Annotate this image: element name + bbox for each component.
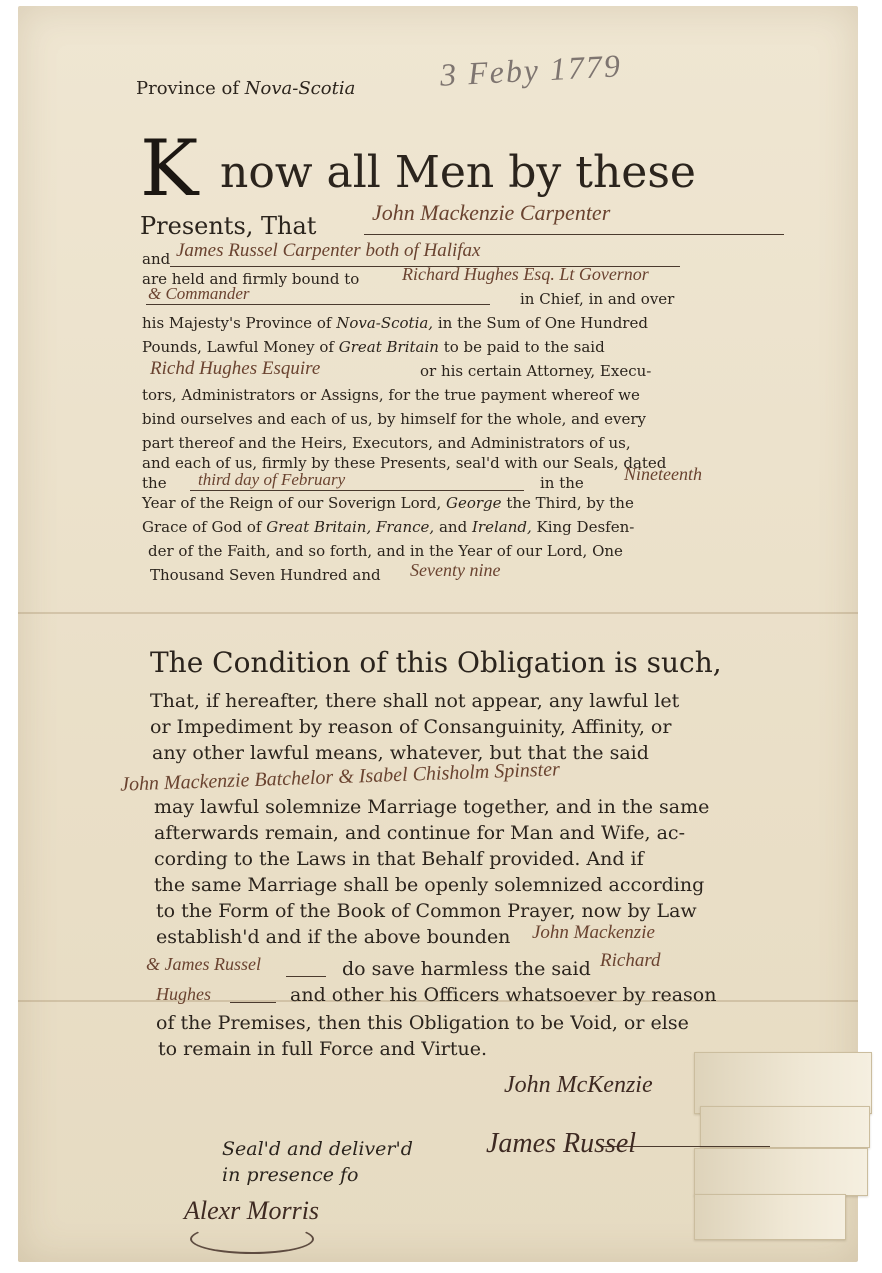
condition-line: or Impediment by reason of Consanguinity, Affinity, or [150,716,672,738]
seal-tab [694,1148,868,1196]
body-line: der of the Faith, and so forth, and in the Year of our Lord, One [148,542,623,560]
handwritten-said-richard: Richd Hughes Esquire [150,358,321,379]
body-line: are held and firmly bound to [142,270,360,288]
body-line: tors, Administrators or Assigns, for the true payment whereof we [142,386,640,404]
witness-label: Seal'd and deliver'd [222,1138,413,1160]
condition-line: establish'd and if the above bounden [156,926,511,948]
body-line: in the [540,474,584,492]
condition-line: to remain in full Force and Virtue. [158,1038,488,1060]
condition-line: to the Form of the Book of Common Prayer, now by Law [156,900,697,922]
paper-fold [18,612,858,614]
signature-witness: Alexr Morris [184,1196,320,1225]
body-line: Year of the Reign of our Soverign Lord, George the Third, by the [142,494,634,512]
handwritten-governor: Richard Hughes Esq. Lt Governor [402,264,649,284]
handwritten-day: third day of February [198,470,346,489]
witness-label: in presence fo [222,1164,359,1186]
seal-tab [694,1194,846,1240]
body-line: and [142,250,171,268]
body-line: or his certain Attorney, Execu- [420,362,652,380]
body-line: in Chief, in and over [520,290,675,308]
fill-line [230,1002,276,1003]
body-line: the [142,474,167,492]
condition-line: any other lawful means, whatever, but that the said [152,742,649,764]
handwritten-commander: & Commander [148,284,250,303]
handwritten-hughes: Hughes [156,984,211,1004]
signature-james: James Russel [486,1128,637,1159]
fill-line [286,976,326,977]
handwritten-obligor-2: James Russel Carpenter both of Halifax [176,240,481,261]
seal-tab [694,1052,872,1114]
condition-line: of the Premises, then this Obligation to be Void, or else [156,1012,689,1034]
handwritten-reign-year: Nineteenth [624,464,702,484]
handwritten-obligor-1: John Mackenzie Carpenter [372,200,611,225]
body-line: and each of us, firmly by these Presents, seal'd with our Seals, dated [142,454,667,472]
body-line: Thousand Seven Hundred and [150,566,381,584]
body-line: Presents, That [140,212,317,240]
handwritten-bounden: John Mackenzie [532,922,655,943]
province-heading: Province of Nova-Scotia [136,78,356,99]
handwritten-bounden-2: & James Russel [146,954,261,974]
fill-line [190,490,524,491]
condition-title: The Condition of this Obligation is such, [150,646,722,679]
condition-line: the same Marriage shall be openly solemnized according [154,874,705,896]
body-line: his Majesty's Province of Nova-Scotia, in the Sum of One Hundred [142,314,648,332]
fill-line [364,234,784,235]
body-line: Grace of God of Great Britain, France, and Ireland, King Desfen- [142,518,635,536]
handwritten-richard: Richard [600,950,661,971]
handwritten-couple: John Mackenzie Batchelor & Isabel Chisholm Spinster [119,758,561,796]
condition-line: afterwards remain, and continue for Man and Wife, ac- [154,822,685,844]
condition-line: may lawful solemnize Marriage together, and in the same [154,796,710,818]
condition-line: That, if hereafter, there shall not appear, any lawful let [150,690,680,712]
handwritten-year: Seventy nine [410,560,501,580]
body-line: bind ourselves and each of us, by himself for the whole, and every [142,410,647,428]
handwritten-date: 3 Feby 1779 [439,47,623,93]
signature-john: John McKenzie [504,1072,653,1098]
signature-flourish [190,1224,314,1254]
seal-tab [700,1106,870,1148]
fill-line [146,304,490,305]
body-line: Pounds, Lawful Money of Great Britain to be paid to the said [142,338,605,356]
drop-cap: K [140,124,199,214]
condition-line: cording to the Laws in that Behalf provided. And if [154,848,644,870]
headline: now all Men by these [220,147,696,198]
body-line: part thereof and the Heirs, Executors, and Administrators of us, [142,434,631,452]
condition-line: do save harmless the said [342,958,591,980]
condition-line: and other his Officers whatsoever by reason [290,984,717,1006]
